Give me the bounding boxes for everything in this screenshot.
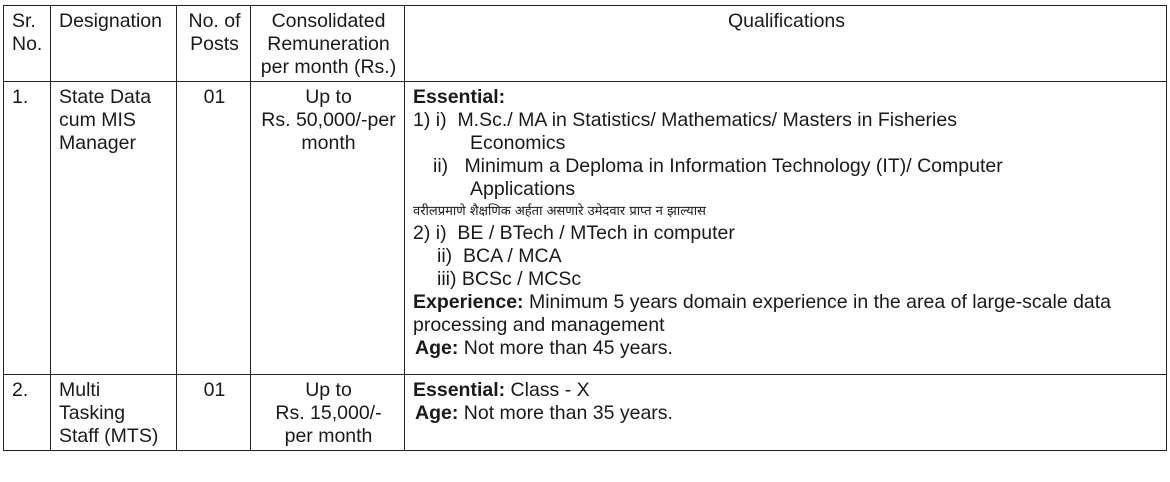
header-designation: Designation [51, 6, 177, 82]
table-row [4, 82, 1167, 375]
remuneration-line-2: Rs. 50,000/-per month [261, 109, 396, 154]
age-text: Not more than 35 years. [458, 402, 673, 424]
row-sr-no: 2. [4, 375, 51, 451]
qualification-1i-text: M.Sc./ MA in Statistics/ Mathematics/ Masters in Fisheries [457, 109, 957, 131]
qualification-1ii-continued: Applications [470, 178, 576, 200]
qualification-2ii: ii) BCA / MCA [437, 245, 562, 267]
experience-label: Experience: [413, 291, 524, 313]
qualification-2iii: iii) BCSc / MCSc [437, 268, 582, 290]
qualification-1i [413, 109, 1160, 132]
recruitment-table [3, 5, 1167, 451]
row-remuneration [251, 82, 405, 375]
remuneration-line-1: Up to [305, 379, 352, 401]
row-designation: Multi Tasking Staff (MTS) [51, 375, 177, 451]
table-row [4, 375, 1167, 451]
header-sr-no: Sr. No. [4, 6, 51, 82]
age-label: Age: [415, 402, 459, 424]
header-remuneration: Consolidated Remuneration per month (Rs.) [251, 6, 405, 82]
essential-label: Essential: [413, 86, 506, 108]
qualification-1ii-prefix: ii) [433, 155, 449, 177]
row-posts: 01 [177, 375, 251, 451]
essential-label: Essential: [413, 379, 506, 401]
age-line [413, 402, 1160, 425]
row-qualifications [405, 375, 1167, 451]
qualification-1ii-text: Minimum a Deploma in Information Technology (IT)/ Computer [464, 155, 1003, 177]
row-designation: State Data cum MIS Manager [51, 82, 177, 375]
table-header-row [4, 6, 1167, 82]
age-label: Age: [415, 337, 459, 359]
qualification-1i-continued: Economics [470, 132, 566, 154]
row-sr-no: 1. [4, 82, 51, 375]
qualification-2i: 2) i) BE / BTech / MTech in computer [413, 222, 735, 244]
qualification-1i-prefix: 1) i) [413, 109, 447, 131]
experience-text: Minimum 5 years domain experience in the area of large-scale data processing and management [413, 291, 1112, 336]
row-posts: 01 [177, 82, 251, 375]
essential-line [413, 379, 1160, 402]
row-remuneration [251, 375, 405, 451]
experience-line [413, 291, 1160, 337]
qualification-1ii [413, 155, 1160, 178]
row-qualifications [405, 82, 1167, 375]
age-text: Not more than 45 years. [458, 337, 673, 359]
marathi-note: वरीलप्रमाणे शैक्षणिक अर्हता असणारे उमेदवार प्राप्त न झाल्यास [413, 204, 706, 219]
remuneration-line-1: Up to [305, 86, 352, 108]
remuneration-line-2: Rs. 15,000/- per month [275, 402, 382, 447]
age-line [413, 337, 1160, 360]
essential-text: Class - X [505, 379, 590, 401]
header-qualifications: Qualifications [405, 6, 1167, 82]
header-no-of-posts: No. of Posts [177, 6, 251, 82]
